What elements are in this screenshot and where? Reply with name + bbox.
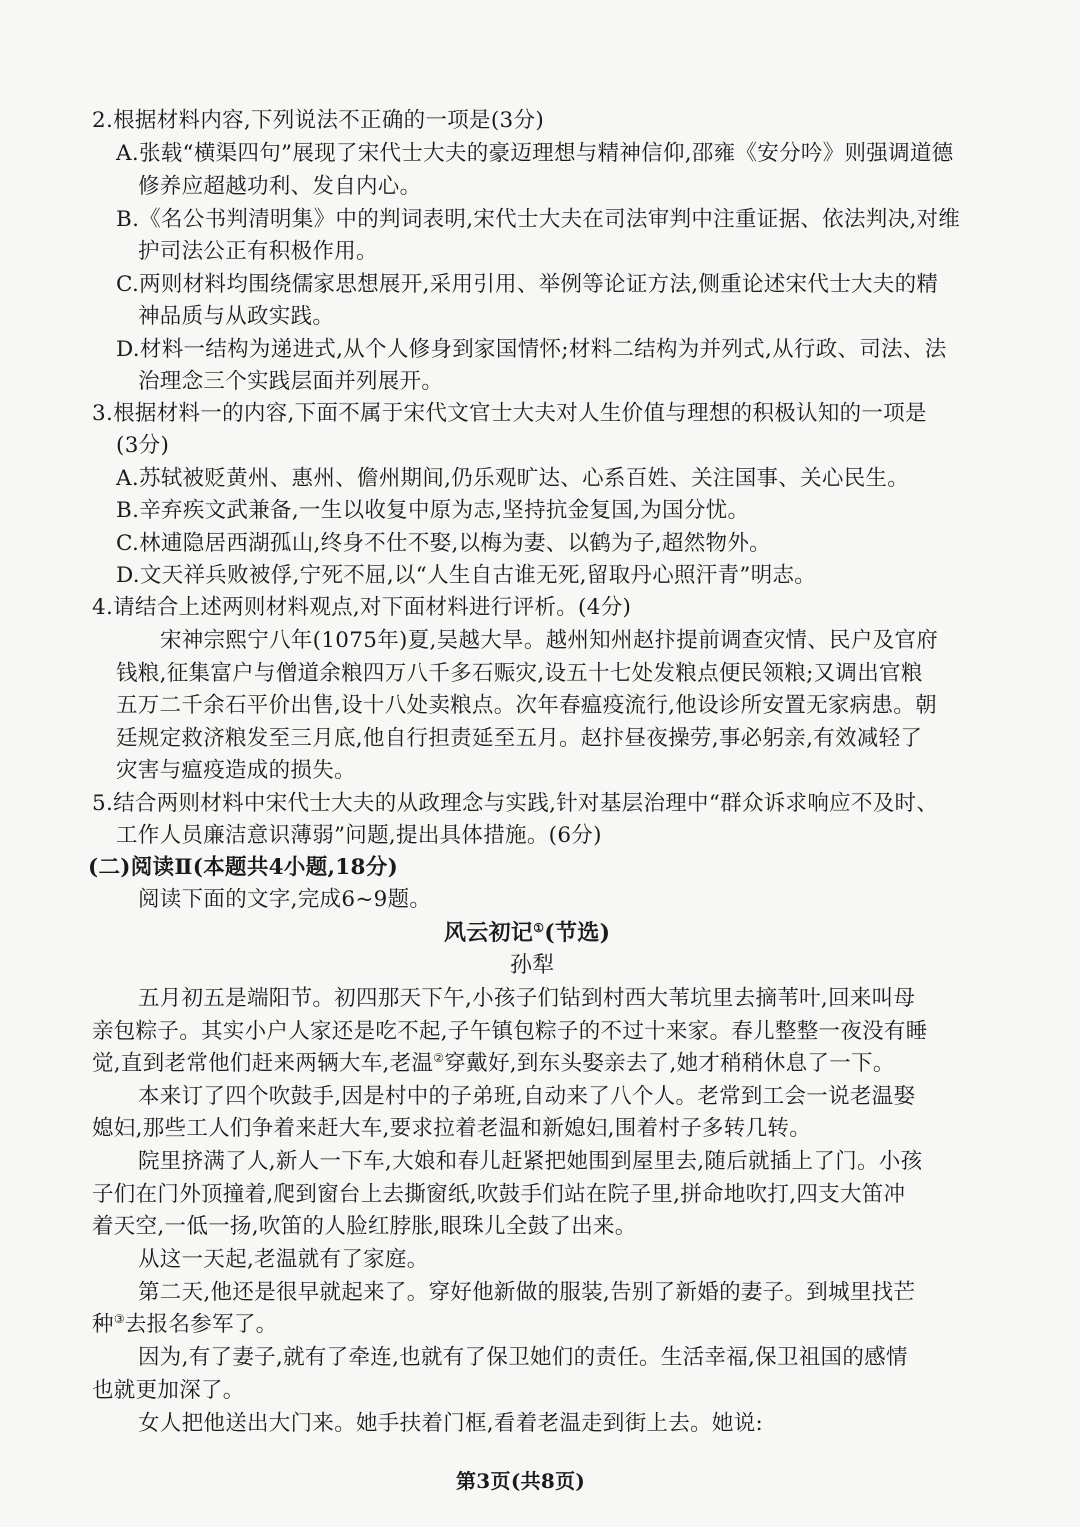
q2-option-b-cont: 护司法公正有积极作用。 [138,239,378,264]
story-line: 五月初五是端阳节。初四那天下午,小孩子们钻到村西大苇坑里去摘苇叶,回来叫母 [138,986,916,1011]
q2-option-c-cont: 神品质与从政实践。 [138,304,335,329]
story-line: 也就更加深了。 [92,1378,245,1403]
q4-material-line: 五万二千余石平价出售,设十八处卖粮点。次年春瘟疫流行,他设诊所安置无家病患。朝 [116,693,937,718]
q2-option-b: B.《名公书判清明集》中的判词表明,宋代士大夫在司法审判中注重证据、依法判决,对维 [116,207,961,232]
q3-stem-cont: (3分) [116,433,170,458]
story-line-part: 去报名参军了。 [124,1312,278,1337]
story-title-text: 风云初记 [444,920,534,946]
q3-stem: 3.根据材料一的内容,下面不属于宋代文官士大夫对人生价值与理想的积极认知的一项是 [92,401,927,426]
q3-option-d: D.文天祥兵败被俘,宁死不屈,以“人生自古谁无死,留取丹心照汗青”明志。 [116,563,817,588]
q2-option-a-cont: 修养应超越功利、发自内心。 [138,174,422,199]
story-line: 着天空,一低一扬,吹笛的人脸红脖胀,眼珠儿全鼓了出来。 [92,1214,637,1239]
story-line: 从这一天起,老温就有了家庭。 [138,1247,429,1272]
section-heading: (二)阅读Ⅱ(本题共4小题,18分) [88,855,399,880]
story-title-suffix: (节选) [544,920,611,946]
story-line: 本来订了四个吹鼓手,因是村中的子弟班,自动来了八个人。老常到工会一说老温娶 [138,1084,916,1109]
q3-option-b: B.辛弃疾文武兼备,一生以收复中原为志,坚持抗金复国,为国分忧。 [116,498,750,523]
story-line: 第二天,他还是很早就起来了。穿好他新做的服装,告别了新婚的妻子。到城里找芒 [138,1280,916,1305]
q5-stem-cont: 工作人员廉洁意识薄弱”问题,提出具体措施。(6分) [116,823,602,848]
story-line: 亲包粽子。其实小户人家还是吃不起,子午镇包粽子的不过十来家。春儿整整一夜没有睡 [92,1019,928,1044]
story-line [92,1310,277,1340]
q2-option-d-cont: 治理念三个实践层面并列展开。 [138,369,444,394]
story-line-part: 种 [92,1312,114,1337]
q2-stem: 2.根据材料内容,下列说法不正确的一项是(3分) [92,108,545,133]
story-line: 院里挤满了人,新人一下车,大娘和春儿赶紧把她围到屋里去,随后就插上了门。小孩 [138,1149,923,1174]
story-line [92,1049,895,1079]
footnote-mark: ② [433,1051,445,1065]
story-author: 孙犁 [510,953,555,978]
story-line: 女人把他送出大门来。她手扶着门框,看着老温走到街上去。她说: [138,1411,764,1436]
q4-material-line: 廷规定救济粮发至三月底,他自行担责延至五月。赵抃昼夜操劳,事必躬亲,有效减轻了 [116,726,923,751]
q4-material-line: 钱粮,征集富户与僧道余粮四万八千多石赈灾,设五十七处发粮点便民领粮;又调出官粮 [116,661,923,686]
story-line: 子们在门外顶撞着,爬到窗台上去撕窗纸,吹鼓手们站在院子里,拼命地吹打,四支大笛冲 [92,1182,906,1207]
q4-material-line: 灾害与瘟疫造成的损失。 [116,758,356,783]
story-line: 媳妇,那些工人们争着来赶大车,要求拉着老温和新媳妇,围着村子多转几转。 [92,1116,812,1141]
q2-option-d: D.材料一结构为递进式,从个人修身到家国情怀;材料二结构为并列式,从行政、司法、法 [116,337,947,362]
q5-stem: 5.结合两则材料中宋代士大夫的从政理念与实践,针对基层治理中“群众诉求响应不及时、 [92,791,939,816]
q4-material-line: 宋神宗熙宁八年(1075年)夏,吴越大旱。越州知州赵抃提前调查灾情、民户及官府 [160,628,939,653]
q3-option-a: A.苏轼被贬黄州、惠州、儋州期间,仍乐观旷达、心系百姓、关注国事、关心民生。 [116,466,910,491]
story-line-part: 觉,直到老常他们赶来两辆大车,老温 [92,1051,434,1076]
q2-option-c: C.两则材料均围绕儒家思想展开,采用引用、举例等论证方法,侧重论述宋代士大夫的精 [116,272,939,297]
q2-option-a: A.张载“横渠四句”展现了宋代士大夫的豪迈理想与精神信仰,邵雍《安分吟》则强调道德 [116,141,954,166]
story-line: 因为,有了妻子,就有了牵连,也就有了保卫她们的责任。生活幸福,保卫祖国的感情 [138,1345,908,1370]
footnote-mark: ③ [113,1312,125,1326]
title-footnote-mark: ① [533,921,545,935]
story-line-part: 穿戴好,到东头娶亲去了,她才稍稍休息了一下。 [444,1051,895,1076]
story-title [444,918,610,948]
section-instruction: 阅读下面的文字,完成6~9题。 [138,887,432,912]
q3-option-c: C.林逋隐居西湖孤山,终身不仕不娶,以梅为妻、以鹤为子,超然物外。 [116,531,771,556]
page-number: 第3页(共8页) [456,1469,586,1493]
q4-stem: 4.请结合上述两则材料观点,对下面材料进行评析。(4分) [92,595,632,620]
